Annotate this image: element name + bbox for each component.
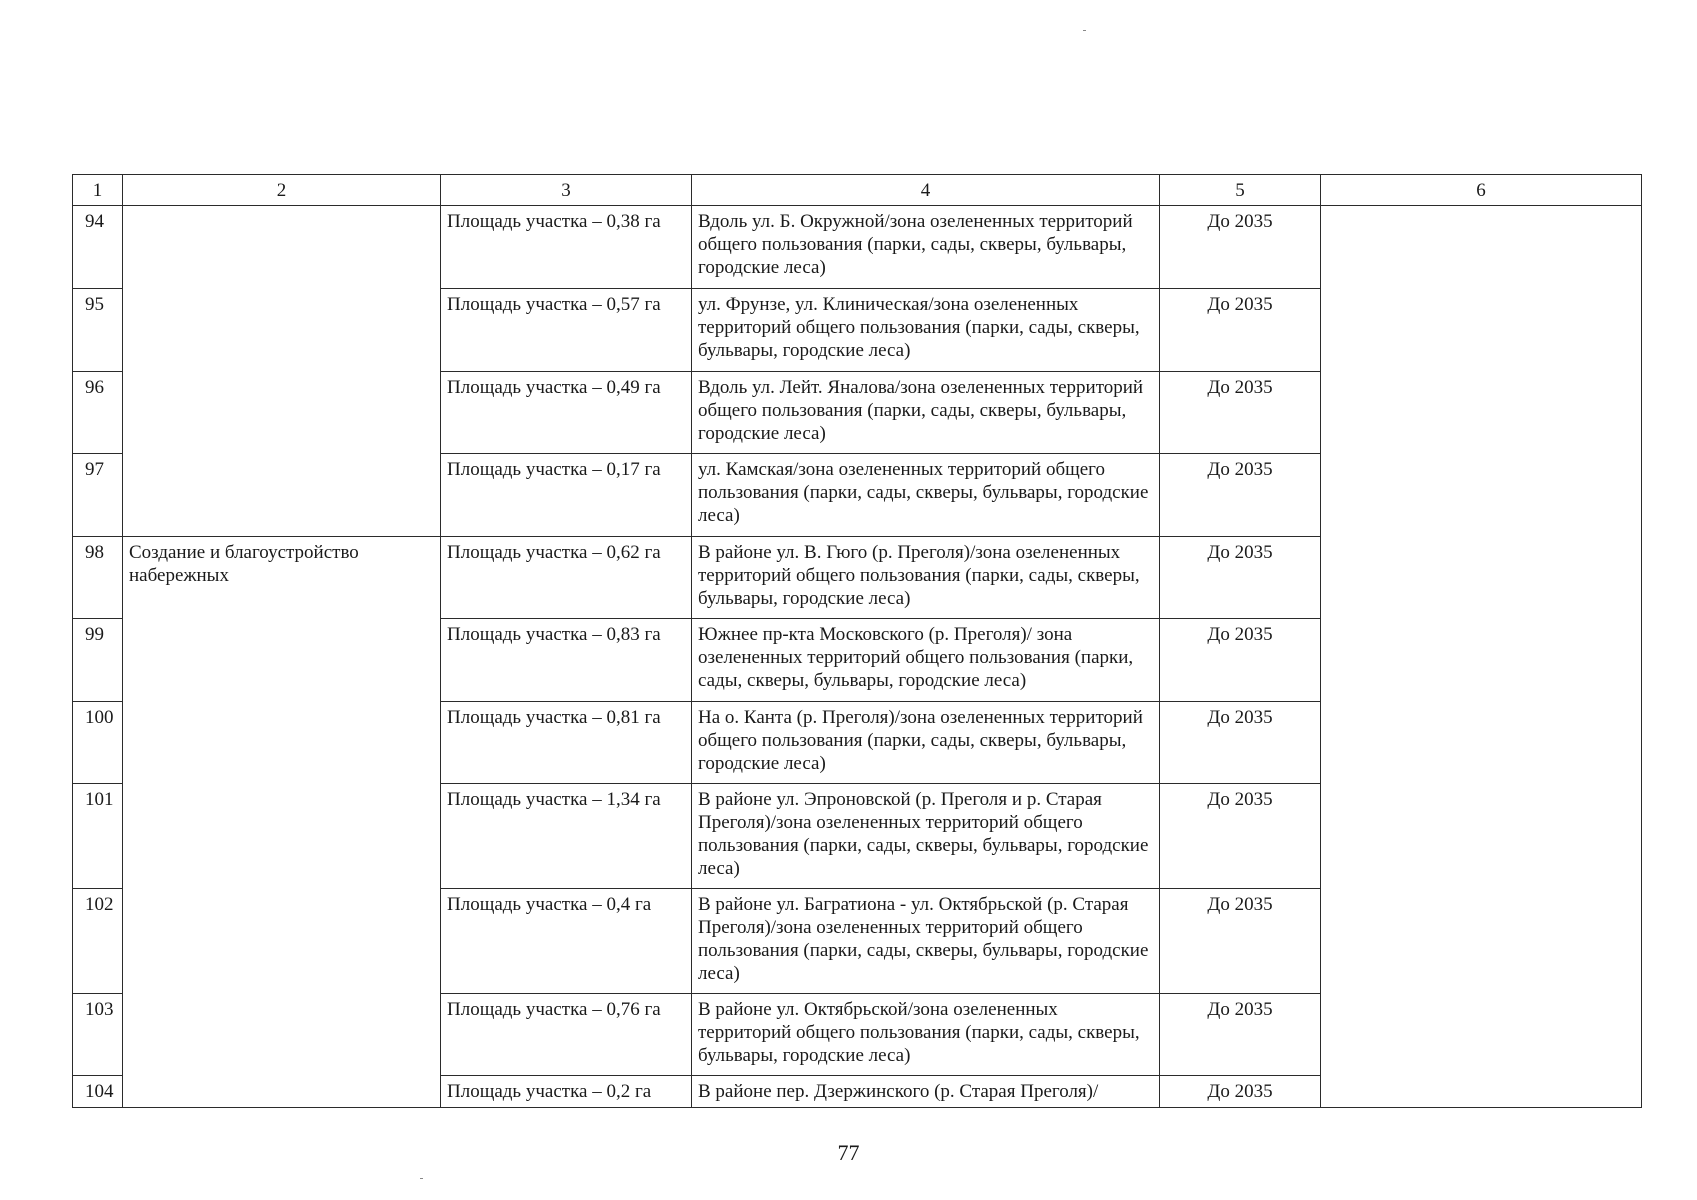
row-number: 99 [73,619,123,702]
table-row [73,206,1642,289]
row-number: 100 [73,702,123,784]
column-number-row [73,175,1642,206]
term-cell: До 2035 [1160,889,1321,994]
term-cell: До 2035 [1160,784,1321,889]
area-cell: Площадь участка – 0,76 га [441,994,692,1076]
term-cell: До 2035 [1160,289,1321,372]
column-header-5: 5 [1160,175,1321,206]
measure-cell-empty [123,206,441,537]
column-header-3: 3 [441,175,692,206]
area-cell: Площадь участка – 0,57 га [441,289,692,372]
row-number: 101 [73,784,123,889]
term-cell: До 2035 [1160,454,1321,537]
row-number: 103 [73,994,123,1076]
location-cell: Вдоль ул. Б. Окружной/зона озелененных территорий общего пользования (парки, сады, скверы, бульвары, городские леса) [692,206,1160,289]
location-cell: В районе пер. Дзержинского (р. Старая Преголя)/ [692,1076,1160,1108]
location-cell: В районе ул. Октябрьской/зона озелененных территорий общего пользования (парки, сады, скверы, бульвары, городские леса) [692,994,1160,1076]
page-number: 77 [837,1140,860,1165]
row-number: 104 [73,1076,123,1108]
scan-speck [420,1178,423,1179]
row-number: 98 [73,537,123,619]
row-number: 96 [73,372,123,454]
location-cell: ул. Камская/зона озелененных территорий общего пользования (парки, сады, скверы, бульвары, городские леса) [692,454,1160,537]
term-cell: До 2035 [1160,994,1321,1076]
term-cell: До 2035 [1160,702,1321,784]
area-cell: Площадь участка – 0,38 га [441,206,692,289]
location-cell: Южнее пр-кта Московского (р. Преголя)/ зона озелененных территорий общего пользования (парки, сады, скверы, бульвары, городские леса) [692,619,1160,702]
term-cell: До 2035 [1160,372,1321,454]
term-cell: До 2035 [1160,537,1321,619]
location-cell: В районе ул. Багратиона - ул. Октябрьской (р. Старая Преголя)/зона озелененных территорий общего пользования (парки, сады, скверы, бульвары, городские леса) [692,889,1160,994]
area-cell: Площадь участка – 0,2 га [441,1076,692,1108]
term-cell: До 2035 [1160,619,1321,702]
area-cell: Площадь участка – 0,49 га [441,372,692,454]
row-number: 102 [73,889,123,994]
area-cell: Площадь участка – 0,62 га [441,537,692,619]
column-header-2: 2 [123,175,441,206]
column-header-6: 6 [1321,175,1642,206]
area-cell: Площадь участка – 1,34 га [441,784,692,889]
measure-cell: Создание и благоустройство набережных [123,537,441,1108]
column-header-4: 4 [692,175,1160,206]
column-header-1: 1 [73,175,123,206]
row-number: 94 [73,206,123,289]
row-number: 95 [73,289,123,372]
note-cell-empty [1321,206,1642,1108]
scan-speck [1083,30,1086,31]
location-cell: В районе ул. Эпроновской (р. Преголя и р. Старая Преголя)/зона озелененных территорий общего пользования (парки, сады, скверы, бульвары, городские леса) [692,784,1160,889]
term-cell: До 2035 [1160,206,1321,289]
area-cell: Площадь участка – 0,17 га [441,454,692,537]
term-cell: До 2035 [1160,1076,1321,1108]
row-number: 97 [73,454,123,537]
location-cell: В районе ул. В. Гюго (р. Преголя)/зона озелененных территорий общего пользования (парки, сады, скверы, бульвары, городские леса) [692,537,1160,619]
location-cell: Вдоль ул. Лейт. Яналова/зона озелененных территорий общего пользования (парки, сады, скверы, бульвары, городские леса) [692,372,1160,454]
area-cell: Площадь участка – 0,83 га [441,619,692,702]
location-cell: На о. Канта (р. Преголя)/зона озелененных территорий общего пользования (парки, сады, скверы, бульвары, городские леса) [692,702,1160,784]
area-cell: Площадь участка – 0,81 га [441,702,692,784]
location-cell: ул. Фрунзе, ул. Клиническая/зона озелененных территорий общего пользования (парки, сады, скверы, бульвары, городские леса) [692,289,1160,372]
area-cell: Площадь участка – 0,4 га [441,889,692,994]
planning-table [72,174,1642,1108]
